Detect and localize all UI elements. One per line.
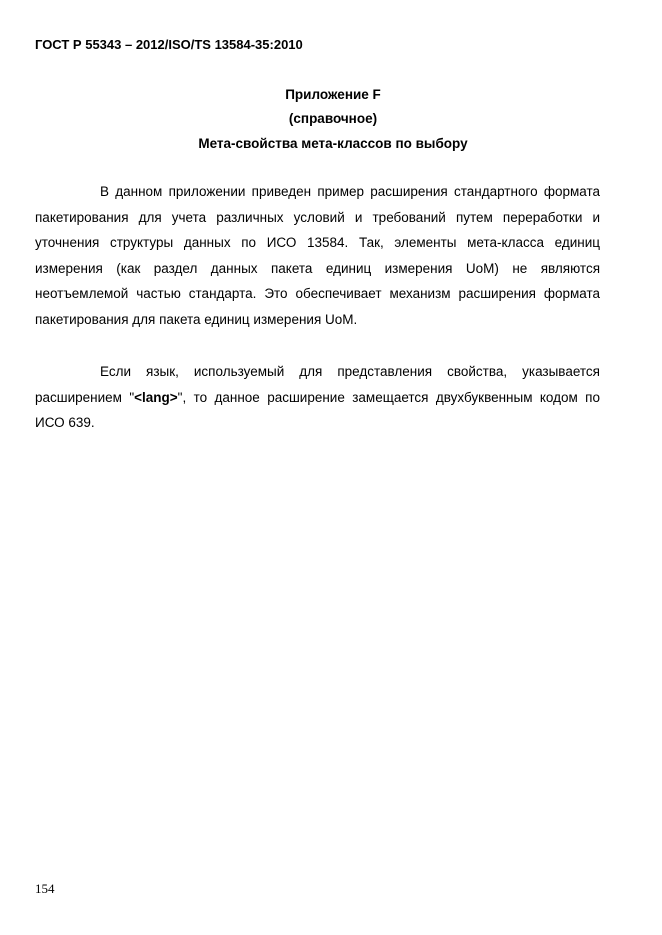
appendix-status: (справочное) <box>288 111 378 126</box>
body-paragraph-2 <box>35 359 600 436</box>
page-number: 154 <box>35 881 55 896</box>
body-paragraph-2-container <box>35 359 600 436</box>
appendix-title: Приложение F <box>285 87 381 102</box>
paragraph-2-prefix: Если язык, используемый для представления свойства, указывается расширением " <box>35 364 600 405</box>
lang-token: <lang> <box>134 389 178 405</box>
paragraph-2-suffix: ", то данное расширение замещается двухбуквенным кодом по ИСО 639. <box>35 389 601 430</box>
appendix-subject: Мета-свойства мета-классов по выбору <box>198 136 468 151</box>
body-paragraph-1: В данном приложении приведен пример расширения стандартного формата пакетирования для учета различных условий и требований путем переработки и уточнения структуры данных по ИСО 13584. Так, элементы мета-класса единиц измерения (как раздел данных пакета единиц измерения UoM) не являются неотъемлемой частью стандарта. Это обеспечивает механизм расширения формата пакетирования для пакета единиц измерения UoM. <box>35 184 600 327</box>
body-paragraph-1-container <box>35 179 600 332</box>
document-header-code: ГОСТ Р 55343 – 2012/ISO/TS 13584-35:2010 <box>35 37 303 52</box>
